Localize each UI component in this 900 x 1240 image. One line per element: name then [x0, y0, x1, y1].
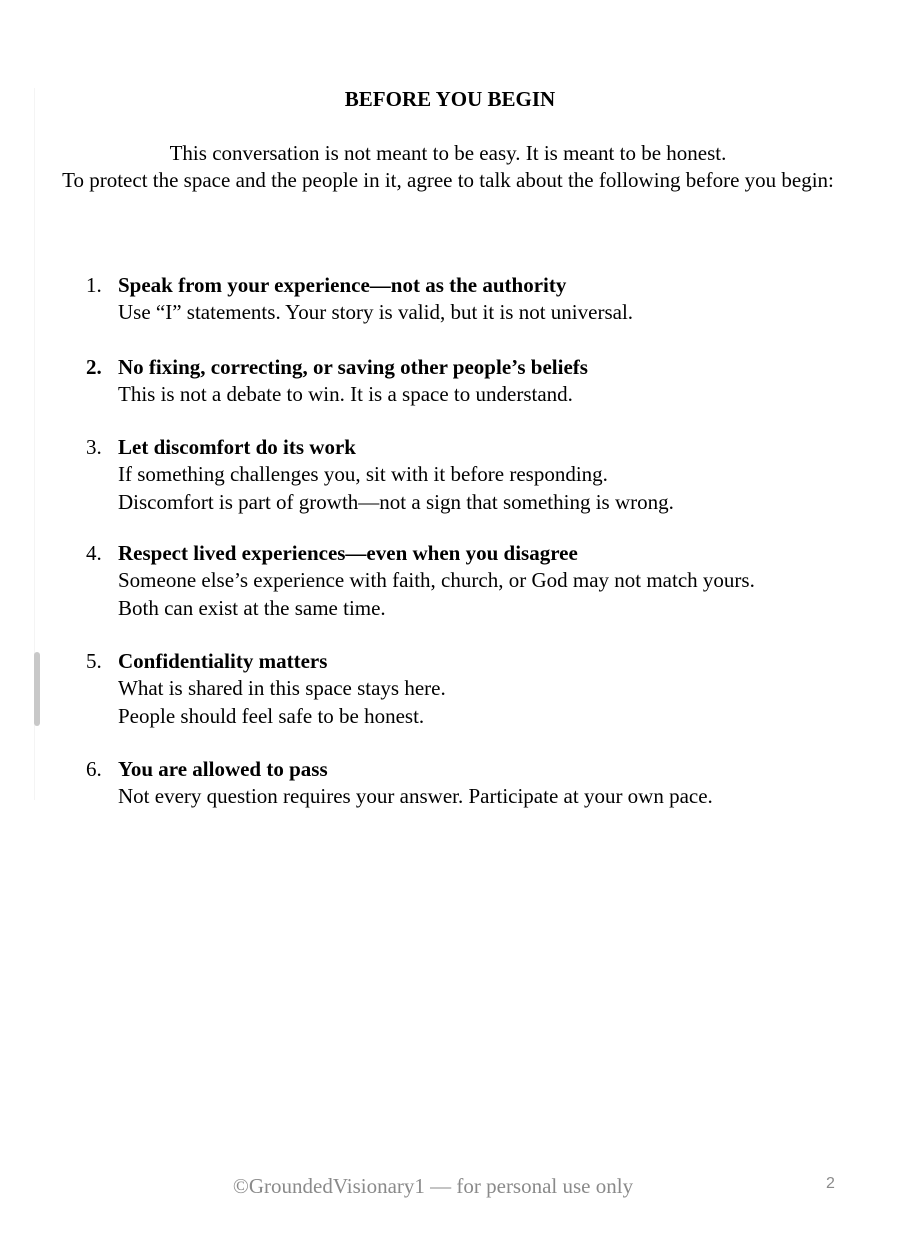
- rule-title: No fixing, correcting, or saving other people’s beliefs: [118, 355, 588, 379]
- rule-body: [118, 354, 870, 408]
- rule-text: Use “I” statements. Your story is valid, but it is not universal.: [118, 300, 634, 324]
- rule-number: 3.: [86, 435, 102, 459]
- rule-title: Let discomfort do its work: [118, 435, 356, 459]
- rule-text: Both can exist at the same time.: [118, 596, 386, 620]
- rule-number: 1.: [86, 273, 102, 297]
- rule-text: Discomfort is part of growth—not a sign that something is wrong.: [118, 490, 674, 514]
- rule-text: Someone else’s experience with faith, church, or God may not match yours.: [118, 568, 755, 592]
- footer-copyright: ©GroundedVisionary1 — for personal use only: [232, 1174, 634, 1198]
- rule-title: You are allowed to pass: [118, 757, 328, 781]
- rule-text: What is shared in this space stays here.: [118, 676, 446, 700]
- page-number: 2: [826, 1175, 835, 1192]
- rule-body: [118, 540, 870, 622]
- intro-line-2: To protect the space and the people in it, agree to talk about the following before you begin:: [62, 168, 834, 192]
- rule-number: 5.: [86, 649, 102, 673]
- rule-text: Not every question requires your answer. Participate at your own pace.: [118, 784, 713, 808]
- rule-body: [118, 648, 870, 730]
- rule-title: Confidentiality matters: [118, 649, 328, 673]
- scrollbar-thumb[interactable]: [34, 652, 40, 726]
- rule-title: Respect lived experiences—even when you disagree: [118, 541, 578, 565]
- rule-body: [118, 272, 870, 326]
- page-title: BEFORE YOU BEGIN: [344, 87, 556, 111]
- rule-title: Speak from your experience—not as the authority: [118, 273, 567, 297]
- rule-text: If something challenges you, sit with it before responding.: [118, 462, 608, 486]
- rule-text: People should feel safe to be honest.: [118, 704, 425, 728]
- rule-number: 2.: [86, 355, 102, 379]
- rule-number: 4.: [86, 541, 102, 565]
- rule-number: 6.: [86, 757, 102, 781]
- intro-line-1: This conversation is not meant to be easy. It is meant to be honest.: [169, 141, 727, 165]
- intro-paragraph: [60, 140, 836, 194]
- rule-body: [118, 756, 870, 810]
- rule-body: [118, 434, 870, 516]
- rule-text: This is not a debate to win. It is a space to understand.: [118, 382, 573, 406]
